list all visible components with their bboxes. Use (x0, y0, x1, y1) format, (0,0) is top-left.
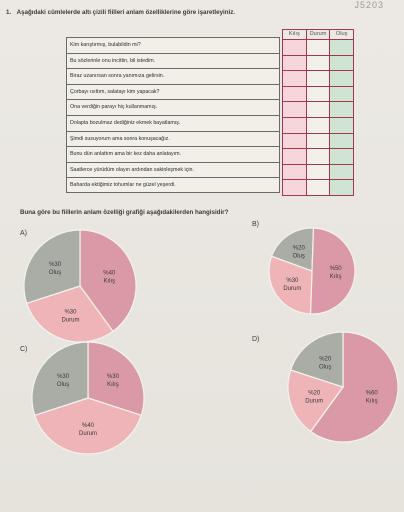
pie-slice-label: %60 Kılış (365, 390, 378, 405)
pie-slice-label: %30 Kılış (106, 373, 119, 388)
sentence-row: Şimdi susuyorum ama sonra konuşacağız. (66, 131, 280, 147)
sentence-row: Bunu dün anlattım ama bir kez daha anlatayım. (66, 146, 280, 162)
pie-slice-label: %30 Oluş (56, 373, 70, 388)
sentence-row: Baharda ektiğimiz tohumlar ne güzel yeşerdi. (66, 177, 280, 193)
pie-slice-label: %30 Oluş (48, 261, 62, 276)
sentence-row: Bu sözlerinle onu incittin, bil istedim. (66, 53, 280, 69)
pie-slice-label: %30 Durum (283, 278, 302, 293)
question-number: 1. (6, 9, 12, 16)
option-a-label[interactable]: A) (20, 230, 27, 237)
sentence-row: Çorbayı ısıttım, salatayı kim yapacak? (66, 84, 280, 100)
corner-code: J5203 (354, 0, 384, 10)
pie-slice-label: %20 Durum (305, 390, 324, 405)
sentence-row: Kim karıştırmış, bulabildin mi? (66, 37, 280, 53)
pie-slice-label: %30 Durum (61, 309, 80, 324)
pie-slice-label: %50 Kılış (329, 265, 342, 280)
header-olus: Oluş (335, 31, 348, 37)
option-d-label[interactable]: D) (252, 336, 260, 343)
chart-question-prompt: Buna göre bu fiillerin anlam özelliği grafiği aşağıdakilerden hangisidir? (20, 209, 229, 216)
instruction-text: Aşağıdaki cümlelerde altı çizili fiilleri anlam özelliklerine göre işaretleyiniz. (16, 9, 236, 16)
pie-slice-label: %40 Durum (78, 422, 98, 437)
sentence-row: Dolapta bozulmaz dediğiniz ekmek bayatlamış. (66, 115, 280, 131)
header-kilis: Kılış (283, 30, 307, 39)
pie-slice-label: %20 Oluş (319, 356, 332, 371)
sentence-row: Biraz uzanırsan sonra yanımıza gelirsin. (66, 68, 280, 84)
sentence-row: Saatlerce yürüdüm olayın ardından sakinleşmek için. (66, 162, 280, 178)
option-c-label[interactable]: C) (20, 346, 28, 353)
pie-slice-label: %40 Kılış (103, 270, 116, 285)
option-b-label[interactable]: B) (252, 221, 259, 228)
sentence-row: Ona verdiğin parayı hiç kullanmamış. (66, 99, 280, 115)
pie-slice-label: %20 Oluş (292, 245, 305, 260)
header-durum: Durum (307, 30, 331, 39)
